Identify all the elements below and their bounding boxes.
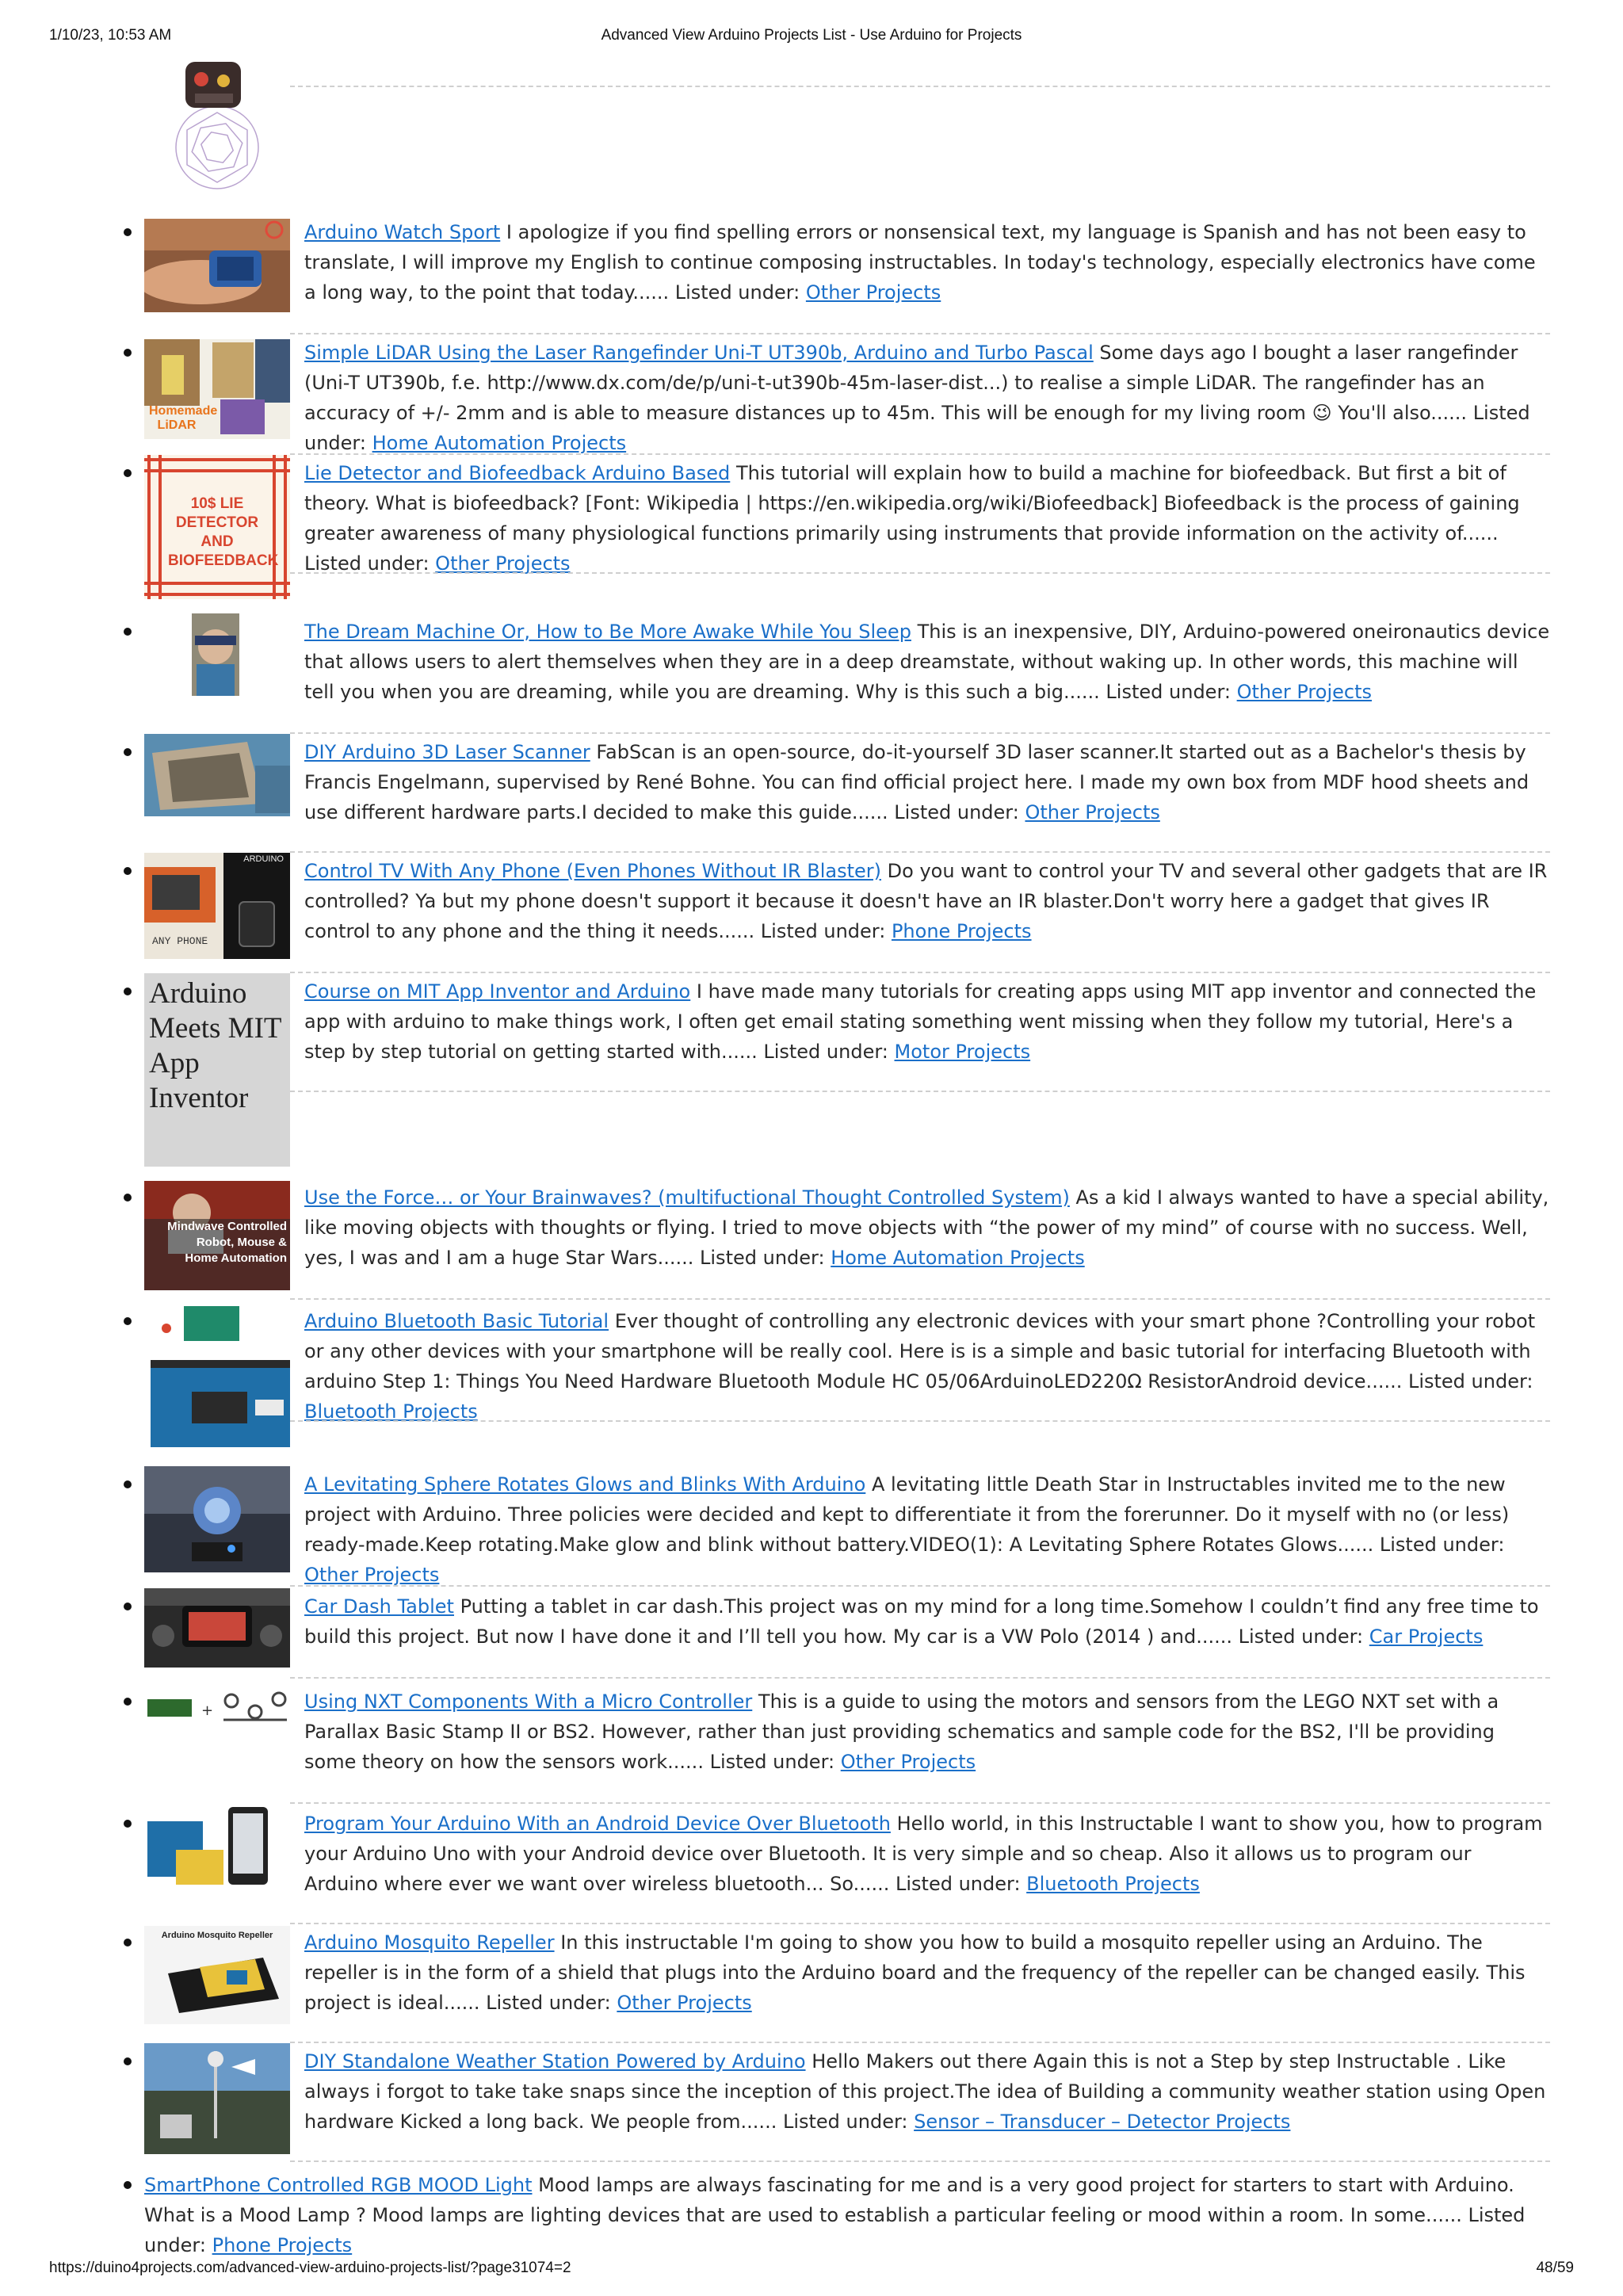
category-link[interactable]: Bluetooth Projects <box>304 1400 478 1423</box>
category-link[interactable]: Other Projects <box>617 1992 752 2014</box>
item-text <box>304 737 1550 827</box>
project-description: Do you want to control your TV and several other gadgets that are IR controlled? Ya but my phone doesn't support it because it doesn't have an IR blaster.Don't worry here a gadget that gives IR control to any phone and the thing it needs...... Listed under: <box>304 860 1548 942</box>
project-description: Hello Makers out there Again this is not a Step by step Instructable . Like always i forgot to take take snaps since the inception of this project.The idea of Building a community weather station using Open hardware Kicked a long back. We people from...... Listed under: <box>304 2050 1546 2133</box>
item-text <box>304 1469 1550 1590</box>
item-separator <box>290 1677 1550 1679</box>
category-link[interactable]: Other Projects <box>435 552 571 575</box>
project-description: Mood lamps are always fascinating for me and is a very good project for starters to start with Arduino. What is a Mood Lamp ? Mood lamps are lighting devices that are used to establish a particular feeling or mood within a room. In some...... Listed under: <box>144 2174 1526 2256</box>
item-text <box>304 1591 1550 1652</box>
item-separator <box>290 972 1550 973</box>
bullet <box>124 1480 132 1488</box>
item-text <box>304 458 1550 579</box>
item-text <box>304 617 1550 707</box>
print-datetime: 1/10/23, 10:53 AM <box>49 27 172 44</box>
item-separator <box>290 2160 1550 2162</box>
project-description: FabScan is an open-source, do-it-yourself 3D laser scanner.It started out as a Bachelor's thesis by Francis Engelmann, supervised by René Bohne. You can find official project here. I made my own box from MDF hood sheets and use different hardware parts.I decided to make this guide...... Listed under: <box>304 741 1529 823</box>
thumb-label: 10$ LIE DETECTOR AND BIOFEEDBACK <box>168 495 279 569</box>
thumb-label: Arduino Meets MIT App Inventor <box>149 977 281 1114</box>
thumb-dream[interactable] <box>144 613 290 696</box>
item-separator <box>290 86 1550 87</box>
item-text <box>304 1182 1550 1273</box>
thumb-tv[interactable] <box>144 853 290 959</box>
project-description: I apologize if you find spelling errors or nonsensical text, my language is Spanish and has not been easy to translate, I will improve my English to continue composing instructables. In today's technology, especially electronics have come a long way, to the point that today...... Listed under: <box>304 221 1536 304</box>
bullet <box>124 1194 132 1201</box>
item-text <box>304 2046 1550 2137</box>
project-title-link[interactable]: DIY Arduino 3D Laser Scanner <box>304 741 590 763</box>
item-separator <box>290 572 1550 574</box>
thumb-label: Arduino Mosquito Repeller <box>161 1931 273 1940</box>
item-separator <box>290 732 1550 734</box>
category-link[interactable]: Home Automation Projects <box>372 432 627 454</box>
project-description: Hello world, in this Instructable I want to show you, how to program your Arduino Uno with your Android device over Bluetooth. It is very simple and so cheap. Also it allows us to program our Arduino where ever we want over wireless bluetooth... So...... Listed under: <box>304 1813 1543 1895</box>
project-title-link[interactable]: SmartPhone Controlled RGB MOOD Light <box>144 2174 533 2196</box>
bullet <box>124 1698 132 1706</box>
thumb-weather[interactable] <box>144 2043 290 2154</box>
project-title-link[interactable]: Arduino Bluetooth Basic Tutorial <box>304 1310 609 1332</box>
item-text <box>304 976 1550 1067</box>
category-link[interactable]: Sensor – Transducer – Detector Projects <box>914 2111 1291 2133</box>
thumb-mosquito[interactable] <box>144 1926 290 2024</box>
item-text <box>304 1927 1550 2018</box>
category-link[interactable]: Other Projects <box>840 1751 976 1773</box>
project-title-link[interactable]: Use the Force… or Your Brainwaves? (multifuctional Thought Controlled System) <box>304 1186 1070 1209</box>
thumb-mit[interactable] <box>144 973 290 1167</box>
print-page-number: 48/59 <box>1536 2260 1574 2276</box>
thumb-label: Homemade LiDAR <box>149 404 218 432</box>
bullet <box>124 1603 132 1610</box>
item-separator <box>290 851 1550 853</box>
bullet <box>124 867 132 875</box>
category-link[interactable]: Bluetooth Projects <box>1026 1873 1200 1895</box>
project-title-link[interactable]: The Dream Machine Or, How to Be More Awake While You Sleep <box>304 621 911 643</box>
category-link[interactable]: Car Projects <box>1369 1626 1484 1648</box>
project-description: Ever thought of controlling any electronic devices with your smart phone ?Controlling your robot or any other devices with your smartphone will be really cool. Here is is a simple and basic tutorial for interfacing Bluetooth with arduino Step 1: Things You Need Hardware Bluetooth Module HC 05/06ArduinoLED220Ω ResistorAndroid device...... Listed under: <box>304 1310 1536 1392</box>
bullet <box>124 1939 132 1946</box>
bullet <box>124 228 132 236</box>
bullet <box>124 2057 132 2065</box>
item-text <box>304 1306 1550 1427</box>
item-text <box>304 217 1550 308</box>
thumb-android[interactable] <box>144 1805 290 1886</box>
category-link[interactable]: Home Automation Projects <box>831 1247 1085 1269</box>
category-link[interactable]: Other Projects <box>1236 681 1372 703</box>
project-title-link[interactable]: DIY Standalone Weather Station Powered by Arduino <box>304 2050 806 2073</box>
project-title-link[interactable]: A Levitating Sphere Rotates Glows and Blinks With Arduino <box>304 1473 866 1496</box>
item-separator <box>290 1420 1550 1422</box>
bullet <box>124 1820 132 1828</box>
item-text <box>304 1687 1550 1777</box>
project-title-link[interactable]: Car Dash Tablet <box>304 1595 454 1618</box>
print-page-title: Advanced View Arduino Projects List - Use Arduino for Projects <box>601 27 1022 44</box>
category-link[interactable]: Other Projects <box>304 1564 440 1586</box>
project-title-link[interactable]: Control TV With Any Phone (Even Phones Without IR Blaster) <box>304 860 882 882</box>
item-separator <box>290 1298 1550 1300</box>
category-link[interactable]: Motor Projects <box>894 1041 1031 1063</box>
project-title-link[interactable]: Simple LiDAR Using the Laser Rangefinder Uni-T UT390b, Arduino and Turbo Pascal <box>304 342 1094 364</box>
thumb-mindwave[interactable] <box>144 1181 290 1290</box>
thumb-lie-detector[interactable] <box>144 455 290 599</box>
category-link[interactable]: Other Projects <box>805 281 941 304</box>
category-link[interactable]: Phone Projects <box>212 2234 353 2256</box>
thumb-label-secondary: ARDUINO <box>243 854 284 864</box>
print-url: https://duino4projects.com/advanced-view-arduino-projects-list/?page31074=2 <box>49 2260 571 2276</box>
thumb-robot-drawing[interactable] <box>144 57 290 201</box>
project-title-link[interactable]: Using NXT Components With a Micro Controller <box>304 1690 753 1713</box>
project-title-link[interactable]: Course on MIT App Inventor and Arduino <box>304 980 691 1003</box>
item-separator <box>290 1585 1550 1587</box>
item-separator <box>290 453 1550 455</box>
item-text <box>304 856 1550 946</box>
project-description: This is an inexpensive, DIY, Arduino-powered oneironautics device that allows users to alert themselves when they are in a deep dreamstate, without waking up. In other words, this machine will tell you when you are dreaming, while you are dreaming. Why is this such a big...... Listed under: <box>304 621 1550 703</box>
bullet <box>124 2181 132 2189</box>
project-description: This tutorial will explain how to build a machine for biofeedback. But first a bit of theory. What is biofeedback? [Font: Wikipedia | https://en.wikipedia.org/wiki/Biofeedback] Biofeedback is the process of gaining greater awareness of many physiological functions primarily using instruments that provide information on the activity of...... Listed under: <box>304 462 1520 575</box>
item-separator <box>290 1923 1550 1924</box>
thumb-lidar[interactable] <box>144 339 290 439</box>
project-description: As a kid I always wanted to have a special ability, like moving objects with thoughts or flying. I tried to move objects with “the power of my mind” of course with no success. Well, yes, I was and I am a huge Star Wars...... Listed under: <box>304 1186 1549 1269</box>
thumb-scanner[interactable] <box>144 734 290 816</box>
project-description: Some days ago I bought a laser rangefinder (Uni-T UT390b, f.e. http://www.dx.com/de/p/uni-t-ut390b-45m-laser-dist...) to realise a simple LiDAR. The rangefinder has an accuracy of +/- 2mm and is able to measure distances up to 45m. This will be enough for my living room 😉 You'll also...... Listed under: <box>304 342 1530 454</box>
project-description: This is a guide to using the motors and sensors from the LEGO NXT set with a Parallax Basic Stamp II or BS2. However, rather than just providing schematics and sample code for the BS2, I'll be providing some theory on how the sensors work...... Listed under: <box>304 1690 1499 1773</box>
thumb-car[interactable] <box>144 1588 290 1668</box>
svg-text:+: + <box>201 1702 214 1719</box>
thumb-sphere[interactable] <box>144 1466 290 1572</box>
bullet <box>124 628 132 636</box>
project-title-link[interactable]: Program Your Arduino With an Android Device Over Bluetooth <box>304 1813 891 1835</box>
bullet <box>124 748 132 756</box>
item-text <box>304 1809 1550 1899</box>
thumb-label: Mindwave Controlled Robot, Mouse & Home Automation <box>167 1220 287 1265</box>
item-separator <box>290 1802 1550 1804</box>
project-description: In this instructable I'm going to show you how to build a mosquito repeller using an Arduino. The repeller is in the form of a shield that plugs into the Arduino board and the frequency of the repeller can be changed easily. This project is ideal...... Listed under: <box>304 1931 1526 2014</box>
item-separator <box>290 1091 1550 1092</box>
bullet <box>124 349 132 357</box>
item-separator <box>290 333 1550 334</box>
project-description: A levitating little Death Star in Instructables invited me to the new project with Arduino. Three policies were decided and kept to differentiate it from the forerunner. Do it myself with no (or less) ready-made.Keep rotating.Make glow and blink without battery.VIDEO(1): A Levitating Sphere Rotates Glows...... Listed under: <box>304 1473 1510 1556</box>
bullet <box>124 1317 132 1325</box>
project-title-link[interactable]: Arduino Mosquito Repeller <box>304 1931 555 1954</box>
thumb-bt-board[interactable] <box>144 1305 290 1449</box>
bullet <box>124 469 132 477</box>
thumb-label: ANY PHONE <box>152 935 208 947</box>
thumb-watch[interactable] <box>144 219 290 312</box>
item-text <box>304 338 1550 458</box>
project-description: I have made many tutorials for creating apps using MIT app inventor and connected the app with arduino to make things work, I often get email stating something went missing when they follow my tutorial, Here's a step by step tutorial on getting started with...... Listed under: <box>304 980 1537 1063</box>
project-description: Putting a tablet in car dash.This project was on my mind for a long time.Somehow I couldn’t find any free time to build this project. But now I have done it and I’ll tell you how. My car is a VW Polo (2014 ) and...... Listed under: <box>304 1595 1539 1648</box>
thumb-nxt[interactable] <box>144 1688 290 1729</box>
item-separator <box>290 2042 1550 2043</box>
project-title-link[interactable]: Lie Detector and Biofeedback Arduino Based <box>304 462 731 484</box>
item-text <box>144 2170 1550 2260</box>
category-link[interactable]: Other Projects <box>1025 801 1160 823</box>
bullet <box>124 988 132 995</box>
project-title-link[interactable]: Arduino Watch Sport <box>304 221 501 243</box>
category-link[interactable]: Phone Projects <box>891 920 1032 942</box>
